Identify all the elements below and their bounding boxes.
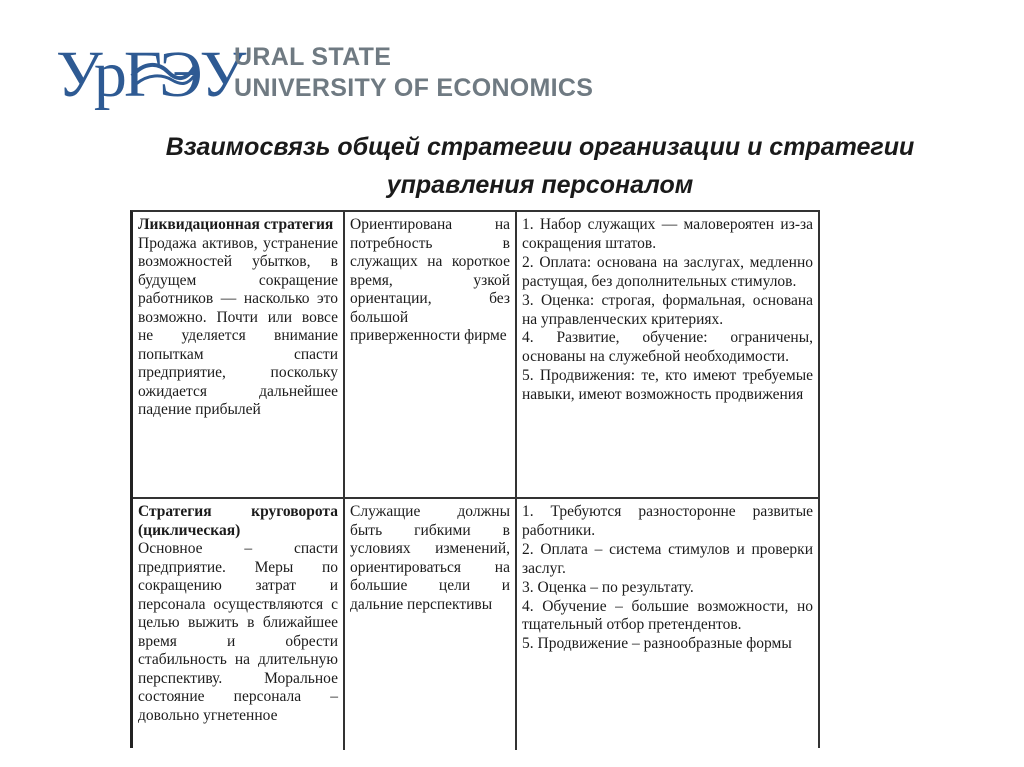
- measure-item: 4. Обучение – большие возможности, но тщательный отбор претендентов.: [522, 597, 813, 634]
- measures-cell: [517, 499, 818, 750]
- measure-item: 3. Оценка – по результату.: [522, 578, 694, 596]
- logo-mark: УрГЭУ: [56, 38, 244, 111]
- university-line-2: UNIVERSITY OF ECONOMICS: [234, 74, 594, 102]
- measure-item: 4. Развитие, обучение: ограничены, основаны на служебной необходимости.: [522, 329, 813, 366]
- wave-icon: [128, 50, 198, 90]
- measures-cell: [517, 212, 818, 497]
- table-row: [133, 212, 818, 499]
- strategy-name: Ликвидационная стратегия: [138, 216, 334, 233]
- measure-item: 1. Набор служащих — маловероятен из-за сокращения штатов.: [522, 216, 813, 252]
- orientation-text: Служащие должны быть гибкими в условиях изменений, ориентироваться на большие цели и дальние перспективы: [350, 503, 510, 613]
- strategy-description: Основное – спасти предприятие. Меры по сокращению затрат и персонала осуществляются с целью выжить в ближайшее время и обрести стабильность на длительную перспективу. Моральное состояние персонала – довольно угнетенное: [138, 540, 338, 724]
- table-row: [133, 499, 818, 750]
- strategy-description: Продажа активов, устранение возможностей убытков, в будущем сокращение работников — насколько это возможно. Почти или вовсе не уделяется внимание попыткам спасти предприятие, поскольку ожидается дальнейшее падение прибылей: [138, 234, 338, 418]
- strategy-name: Стратегия круговорота (циклическая): [138, 503, 338, 539]
- title-line-1: Взаимосвязь общей стратегии организации и стратегии: [165, 133, 915, 161]
- slide-title: [60, 128, 1020, 204]
- measure-item: 3. Оценка: строгая, формальная, основана на управленческих критериях.: [522, 291, 813, 328]
- measure-item: 5. Продвижения: те, кто имеют требуемые навыки, имеют возможность продвижения: [522, 367, 813, 404]
- university-line-1: URAL STATE: [234, 43, 392, 71]
- orientation-cell: [345, 499, 517, 750]
- orientation-text: Ориентирована на потребность в служащих на короткое время, узкой ориентации, без большой приверженности фирме: [350, 216, 510, 344]
- strategy-table: [130, 210, 820, 748]
- orientation-cell: [345, 212, 517, 497]
- measure-item: 1. Требуются разносторонне развитые работники.: [522, 503, 813, 539]
- title-line-2: управления персоналом: [386, 171, 694, 199]
- measure-item: 2. Оплата – система стимулов и проверки заслуг.: [522, 540, 813, 577]
- university-name: [234, 42, 654, 104]
- strategy-cell: [133, 499, 345, 750]
- measure-item: 2. Оплата: основана на заслугах, медленно растущая, без дополнительных стимулов.: [522, 253, 813, 290]
- strategy-cell: [133, 212, 345, 497]
- measure-item: 5. Продвижение – разнообразные формы: [522, 635, 792, 653]
